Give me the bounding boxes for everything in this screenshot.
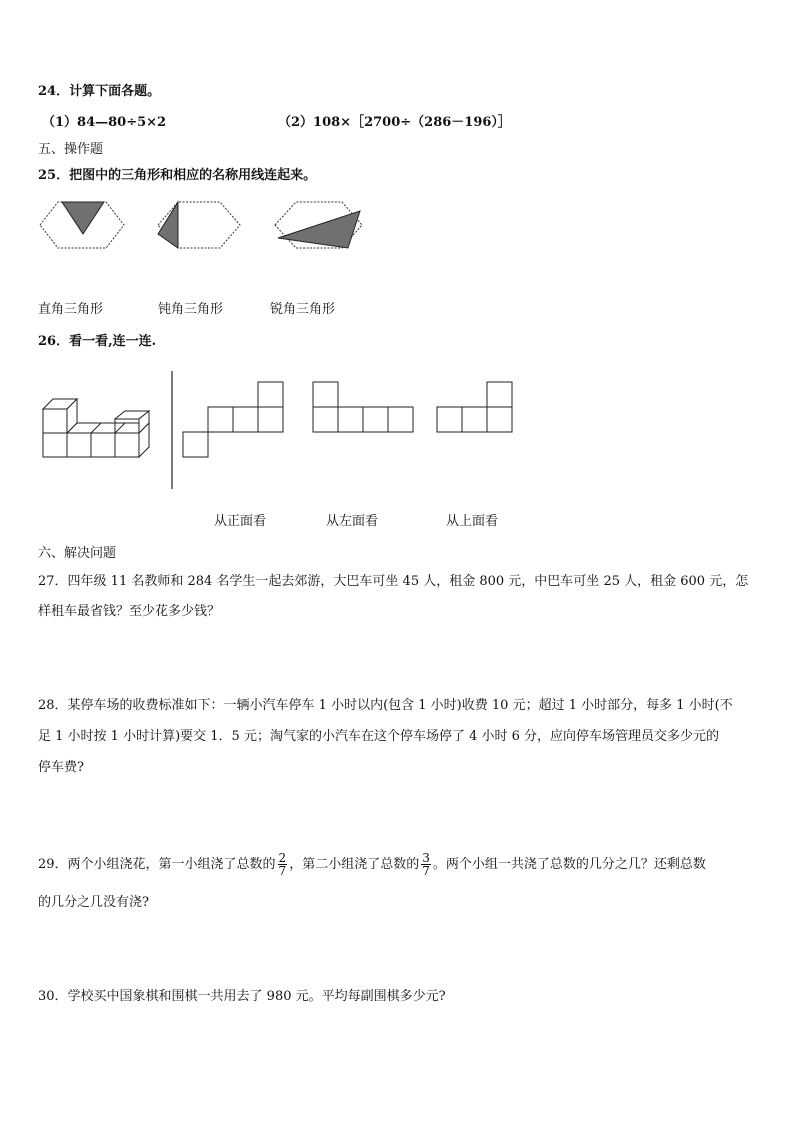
fraction-denominator: 7 [278,864,287,878]
view-option-1 [183,382,283,457]
q26-title: 26．看一看,连一连. [38,334,157,349]
q24-title: 24．计算下面各题。 [38,84,161,99]
view-option-3 [437,382,512,432]
q28-line1: 28．某停车场的收费标准如下：一辆小汽车停车 1 小时以内(包含 1 小时)收费 10 元；超过 1 小时部分，每多 1 小时(不 [38,698,733,713]
q24-part1: （1）84—80÷5×2 [42,115,167,130]
fraction-numerator: 2 [278,851,287,865]
fraction-denominator: 7 [422,864,430,878]
label-obtuse-triangle: 钝角三角形 [158,302,224,317]
label-left-view: 从左面看 [326,514,379,529]
3d-cube-solid [43,399,149,457]
q28-line2: 足 1 小时按 1 小时计算)要交 1．5 元；淘气家的小汽车在这个停车场停了 4 小时 6 分，应向停车场管理员交多少元的 [38,729,720,744]
section-five-heading: 五、操作题 [38,142,104,157]
q30-line1: 30．学校买中国象棋和围棋一共用去了 980 元。平均每副围棋多少元? [38,989,446,1004]
q27-line2: 样租车最省钱？至少花多少钱？ [38,604,221,619]
q29-line1 [38,848,706,882]
q29-text-part3: 。两个小组一共浇了总数的几分之几？还剩总数 [432,857,706,872]
label-right-triangle: 直角三角形 [38,302,104,317]
fraction-three-sevenths [421,852,431,877]
q25-title: 25．把图中的三角形和相应的名称用线连起来。 [38,168,317,183]
q24-part2: （2）108×［2700÷（286－196）］ [278,115,511,130]
fraction-numerator: 3 [422,851,430,865]
q29-text-part2: ，第二小组浇了总数的 [289,857,420,872]
label-acute-triangle: 锐角三角形 [270,302,336,317]
label-front-view: 从正面看 [214,514,267,529]
section-six-heading: 六、解决问题 [38,546,117,561]
view-option-2 [313,382,413,432]
fraction-two-sevenths [278,852,288,877]
q29-text-part1: 29．两个小组浇花，第一小组浇了总数的 [38,857,276,872]
q29-line2: 的几分之几没有浇? [38,895,149,910]
label-top-view: 从上面看 [446,514,499,529]
q28-line3: 停车费? [38,760,84,775]
q27-line1: 27．四年级 11 名教师和 284 名学生一起去郊游，大巴车可坐 45 人，租金 800 元，中巴车可坐 25 人，租金 600 元，怎 [38,574,749,589]
